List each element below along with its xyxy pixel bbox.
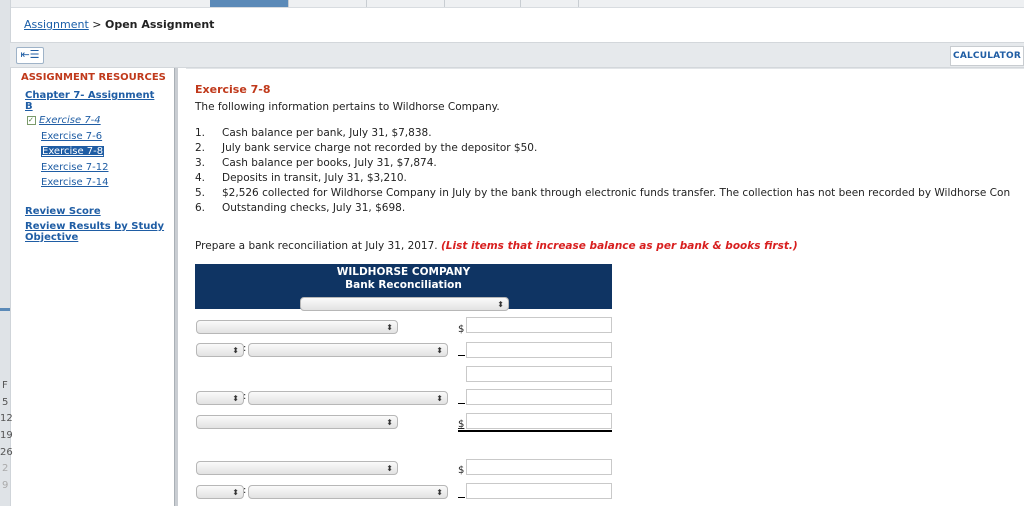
- select-arrow-icon: ⬍: [386, 464, 393, 473]
- colon: :: [243, 343, 247, 354]
- select-arrow-icon: ⬍: [497, 300, 504, 309]
- date-select[interactable]: [300, 297, 509, 311]
- blank-line: [458, 403, 465, 404]
- amount-input[interactable]: [466, 413, 612, 429]
- add-less-select[interactable]: [196, 485, 247, 499]
- amount-input[interactable]: [466, 317, 612, 333]
- sidebar-item-exercise-7-14[interactable]: Exercise 7-14: [41, 177, 109, 188]
- toggle-sidebar-icon[interactable]: ⇤☰: [16, 47, 44, 64]
- instruction-note: (List items that increase balance as per bank & books first.): [440, 240, 798, 252]
- sidebar-item-exercise-7-4[interactable]: [27, 115, 101, 126]
- list-item: 6. Outstanding checks, July 31, $698.: [195, 202, 406, 214]
- select-arrow-icon: ⬍: [436, 394, 443, 403]
- active-top-tab[interactable]: [210, 0, 288, 7]
- colon: :: [243, 391, 247, 402]
- item-select[interactable]: [248, 391, 448, 405]
- exercise-title: Exercise 7-8: [195, 83, 271, 96]
- list-item: 4. Deposits in transit, July 31, $3,210.: [195, 172, 407, 184]
- gutter-number: 26: [0, 447, 13, 458]
- tab-divider: [366, 0, 367, 7]
- gutter-number: 19: [0, 430, 13, 441]
- instruction-prompt: [195, 240, 798, 252]
- amount-input[interactable]: [466, 459, 612, 475]
- select-arrow-icon: ⬍: [232, 488, 239, 497]
- amount-input[interactable]: [466, 483, 612, 499]
- blank-line: [458, 355, 465, 356]
- breadcrumb-assignment-link[interactable]: Assignment: [24, 18, 89, 31]
- company-name: WILDHORSE COMPANY: [336, 266, 471, 278]
- breadcrumb-separator: >: [92, 18, 102, 31]
- add-less-select[interactable]: [196, 391, 247, 405]
- sidebar-item-exercise-7-8[interactable]: Exercise 7-8: [42, 146, 104, 157]
- select-arrow-icon: ⬍: [386, 418, 393, 427]
- assignment-resources-sidebar: [19, 68, 173, 506]
- item-select[interactable]: [248, 343, 448, 357]
- review-score-link[interactable]: Review Score: [25, 206, 101, 217]
- add-less-select[interactable]: [196, 343, 247, 357]
- breadcrumb-current: Open Assignment: [104, 18, 215, 31]
- account-select[interactable]: [196, 320, 398, 334]
- dollar-sign: $: [458, 465, 465, 476]
- prompt-text: Prepare a bank reconciliation at July 31, 2017.: [195, 240, 438, 252]
- tab-divider: [444, 0, 445, 7]
- amount-input[interactable]: [466, 389, 612, 405]
- select-arrow-icon: ⬍: [232, 346, 239, 355]
- list-item: 5. $2,526 collected for Wildhorse Company in July by the bank through electronic funds transfer. The collection has not been recorded by Wildhorse Con: [195, 187, 1011, 199]
- select-arrow-icon: ⬍: [436, 346, 443, 355]
- tab-divider: [578, 0, 579, 7]
- gutter-number: F: [2, 380, 8, 391]
- select-arrow-icon: ⬍: [386, 323, 393, 332]
- list-item: 2. July bank service charge not recorded by the depositor $50.: [195, 142, 538, 154]
- tab-divider: [520, 0, 521, 7]
- main-content: [186, 68, 1024, 507]
- breadcrumb: [24, 18, 214, 31]
- chapter-link[interactable]: Chapter 7- Assignment B: [25, 90, 155, 112]
- gutter-number: 12: [0, 413, 13, 424]
- amount-input[interactable]: [466, 342, 612, 358]
- check-icon: ✓: [27, 116, 36, 125]
- toolbar: [10, 42, 1024, 68]
- dollar-sign: $: [458, 324, 465, 335]
- gutter-number: 2: [2, 463, 9, 474]
- tab-divider: [288, 0, 289, 7]
- account-select[interactable]: [196, 461, 398, 475]
- sidebar-item-exercise-7-6[interactable]: Exercise 7-6: [41, 131, 103, 142]
- gutter-accent: [0, 308, 10, 311]
- amount-input[interactable]: [466, 366, 612, 382]
- select-arrow-icon: ⬍: [436, 488, 443, 497]
- top-tab-strip: [0, 0, 1024, 8]
- gutter-number: 9: [2, 480, 9, 491]
- list-item: 1. Cash balance per bank, July 31, $7,838.: [195, 127, 432, 139]
- account-select[interactable]: [196, 415, 398, 429]
- sidebar-item-label: Exercise 7-4: [39, 115, 101, 126]
- list-item: 3. Cash balance per books, July 31, $7,874.: [195, 157, 437, 169]
- gutter-number: 5: [2, 397, 9, 408]
- blank-line: [458, 497, 465, 498]
- statement-title: Bank Reconciliation: [345, 279, 462, 291]
- sidebar-title: ASSIGNMENT RESOURCES: [21, 72, 166, 83]
- intro-text: The following information pertains to Wildhorse Company.: [195, 101, 500, 113]
- calculator-button[interactable]: CALCULATOR: [950, 46, 1024, 66]
- dollar-sign: $: [458, 419, 465, 430]
- item-select[interactable]: [248, 485, 448, 499]
- sidebar-divider[interactable]: [174, 68, 178, 506]
- review-results-link[interactable]: Review Results by Study Objective: [25, 221, 165, 243]
- select-arrow-icon: ⬍: [232, 394, 239, 403]
- total-double-underline: [458, 430, 612, 432]
- colon: :: [243, 485, 247, 496]
- sidebar-item-exercise-7-12[interactable]: Exercise 7-12: [41, 162, 109, 173]
